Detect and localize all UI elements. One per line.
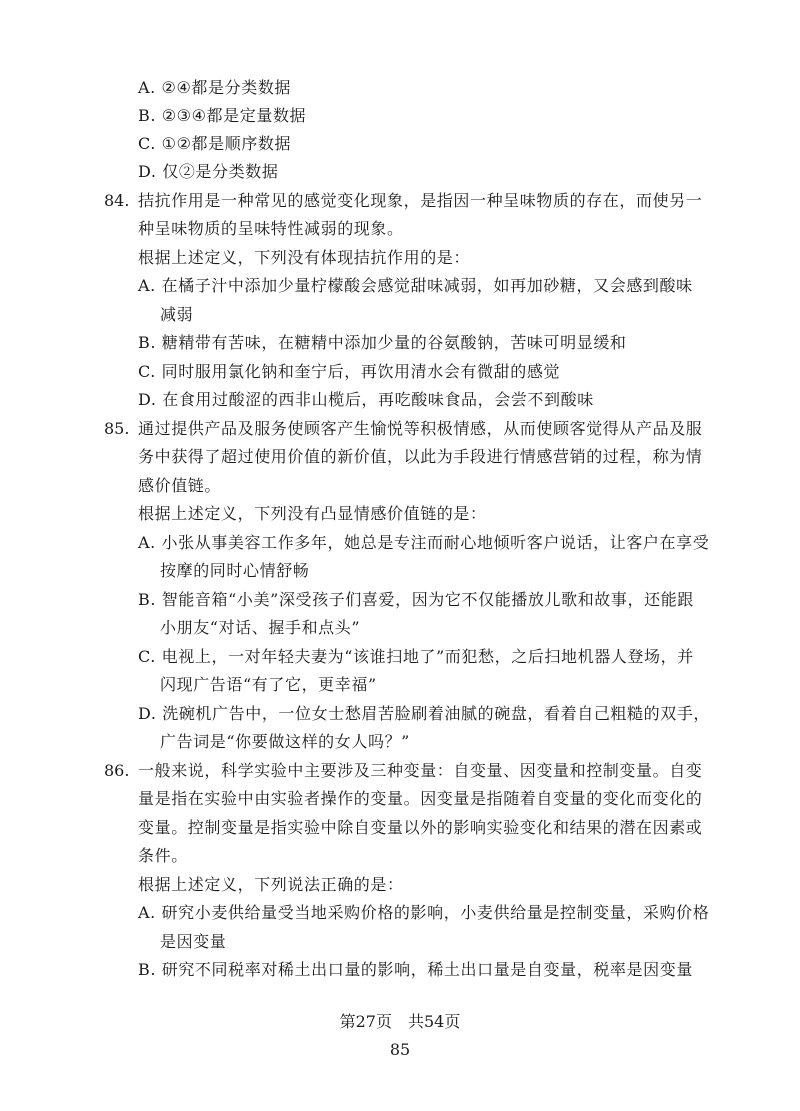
q85-number: 85. — [104, 419, 130, 438]
q84-option-c: C. 同时服用氯化钠和奎宁后，再饮用清水会有微甜的感觉 — [138, 362, 561, 381]
q84-option-a: A. 在橘子汁中添加少量柠檬酸会感觉甜味减弱，如再加砂糖，又会感到酸味 — [138, 276, 693, 295]
q86-stem-line: 变量。控制变量是指实验中除自变量以外的影响实验变化和结果的潜在因素或 — [138, 818, 703, 837]
q84-stem-line: 拮抗作用是一种常见的感觉变化现象，是指因一种呈味物质的存在，而使另一 — [138, 191, 703, 210]
page-info: 第27页 共54页 — [339, 1012, 461, 1031]
q86-option-a-cont: 是因变量 — [160, 932, 227, 951]
q83-option-d: D. 仅②是分类数据 — [138, 162, 279, 181]
q85-option-b-cont: 小朋友“对话、握手和点头” — [160, 618, 361, 637]
q84-option-d: D. 在食用过酸涩的西非山榄后，再吃酸味食品，会尝不到酸味 — [138, 390, 594, 409]
q86-stem-line: 量是指在实验中由实验者操作的变量。因变量是指随着自变量的变化而变化的 — [138, 789, 703, 808]
q83-option-a: A. ②④都是分类数据 — [138, 78, 292, 97]
q86-stem-line: 条件。 — [138, 846, 188, 865]
q83-option-b: B. ②③④都是定量数据 — [138, 106, 307, 125]
page-number: 85 — [389, 1040, 411, 1059]
q86-stem-line: 一般来说，科学实验中主要涉及三种变量：自变量、因变量和控制变量。自变 — [138, 761, 703, 780]
q85-option-c-cont: 闪现广告语“有了它，更幸福” — [160, 675, 377, 694]
q86-option-b: B. 研究不同税率对稀土出口量的影响，稀土出口量是自变量，税率是因变量 — [138, 960, 693, 979]
q85-option-d: D. 洗碗机广告中，一位女士愁眉苦脸刷着油腻的碗盘，看着自己粗糙的双手， — [138, 704, 711, 723]
q85-option-d-cont: 广告词是“你要做这样的女人吗？” — [160, 732, 410, 751]
q85-option-a-cont: 按摩的同时心情舒畅 — [160, 561, 310, 580]
q86-prompt: 根据上述定义，下列说法正确的是： — [138, 875, 404, 894]
q86-number: 86. — [104, 761, 130, 780]
q84-prompt: 根据上述定义，下列没有体现拮抗作用的是： — [138, 248, 471, 267]
q84-option-a-cont: 减弱 — [160, 305, 194, 324]
q84-option-b: B. 糖精带有苦味，在糖精中添加少量的谷氨酸钠，苦味可明显缓和 — [138, 333, 627, 352]
q85-prompt: 根据上述定义，下列没有凸显情感价值链的是： — [138, 504, 487, 523]
q85-stem-line: 感价值链。 — [138, 476, 222, 495]
q84-stem-line: 种呈味物质的呈味特性减弱的现象。 — [138, 219, 404, 238]
q85-stem-line: 务中获得了超过使用价值的新价值，以此为手段进行情感营销的过程，称为情 — [138, 447, 703, 466]
q86-option-a: A. 研究小麦供给量受当地采购价格的影响，小麦供给量是控制变量，采购价格 — [138, 903, 710, 922]
q84-number: 84. — [104, 191, 130, 210]
q85-option-b: B. 智能音箱“小美”深受孩子们喜爱，因为它不仅能播放儿歌和故事，还能跟 — [138, 590, 694, 609]
q85-stem-line: 通过提供产品及服务使顾客产生愉悦等积极情感，从而使顾客觉得从产品及服 — [138, 419, 703, 438]
q85-option-c: C. 电视上，一对年轻夫妻为“该谁扫地了”而犯愁，之后扫地机器人登场，并 — [138, 647, 694, 666]
q85-option-a: A. 小张从事美容工作多年，她总是专注而耐心地倾听客户说话，让客户在享受 — [138, 533, 710, 552]
q83-option-c: C. ①②都是顺序数据 — [138, 134, 292, 153]
